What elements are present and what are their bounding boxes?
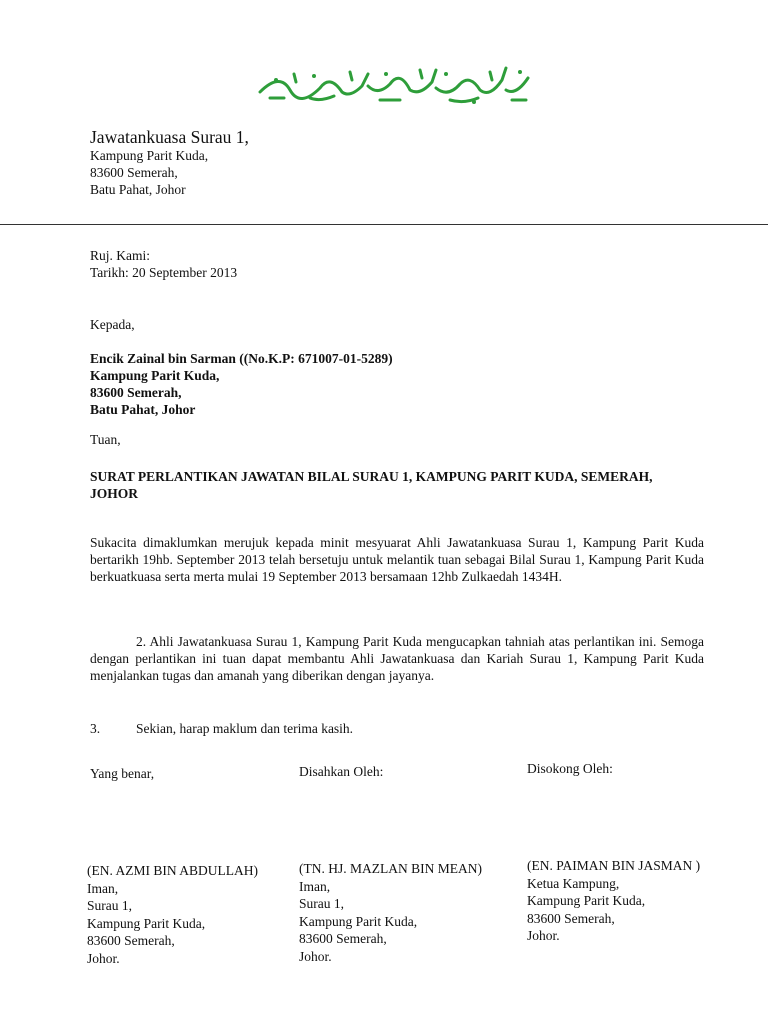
address-line: Kampung Parit Kuda, [90, 148, 209, 163]
signatory-name: (TN. HJ. MAZLAN BIN MEAN) [299, 861, 482, 876]
arabic-greeting-calligraphy [250, 62, 540, 106]
signature-block-1 [87, 862, 258, 967]
signatory-line: Kampung Parit Kuda, [527, 893, 646, 908]
recipient-block [90, 350, 393, 418]
signature-block-3 [527, 857, 700, 945]
signatory-line: Ketua Kampung, [527, 875, 620, 891]
signature-heading: Yang benar, [90, 766, 155, 781]
address-line: Batu Pahat, Johor [90, 182, 186, 197]
signature-heading: Disahkan Oleh: [299, 764, 384, 779]
paragraph-3 [90, 720, 353, 737]
signatory-line: Johor. [299, 948, 332, 964]
signatory-name: (EN. PAIMAN BIN JASMAN ) [527, 858, 701, 873]
address-line: 83600 Semerah, [90, 165, 178, 180]
signatory-line: Iman, [299, 878, 331, 894]
signatory-line: 83600 Semerah, [87, 933, 175, 948]
paragraph-1: Sukacita dimaklumkan merujuk kepada minit mesyuarat Ahli Jawatankuasa Surau 1, Kampung Parit Kuda bertarikh 19hb. September 2013 telah bersetuju untuk melantik tuan sebagai Bilal Surau 1, Kampung Parit Kuda berkuatkuasa serta merta mulai 19 September 2013 bersamaan 12hb Zulkaedah 1434H. [90, 535, 704, 584]
salutation: Tuan, [90, 432, 121, 447]
signatory-line: Johor. [87, 950, 120, 966]
signatory-line: Johor. [527, 928, 560, 943]
paragraph-3-text: Sekian, harap maklum dan terima kasih. [136, 721, 354, 736]
signature-block-2 [299, 860, 482, 965]
kepada-label: Kepada, [90, 317, 135, 332]
reference-block [90, 247, 237, 281]
signatory-line: 83600 Semerah, [299, 931, 387, 946]
sender-address [90, 147, 208, 198]
organization-name: Jawatankuasa Surau 1, [90, 127, 249, 147]
signatory-name: (EN. AZMI BIN ABDULLAH) [87, 863, 258, 878]
recipient-address-line: Batu Pahat, Johor [90, 402, 196, 417]
signatory-line: Iman, [87, 880, 119, 896]
recipient-address-line: 83600 Semerah, [90, 385, 182, 400]
header-divider [0, 224, 768, 225]
letter-subject: SURAT PERLANTIKAN JAWATAN BILAL SURAU 1, KAMPUNG PARIT KUDA, SEMERAH, JOHOR [90, 469, 653, 501]
recipient-address-line: Kampung Parit Kuda, [90, 368, 220, 383]
letter-date: Tarikh: 20 September 2013 [90, 265, 238, 280]
recipient-name: Encik Zainal bin Sarman ((No.K.P: 671007-01-5289) [90, 351, 393, 366]
paragraph-number: 3. [90, 721, 101, 736]
signatory-line: Surau 1, [87, 898, 132, 913]
reference-number: Ruj. Kami: [90, 248, 150, 263]
signatory-line: Surau 1, [299, 896, 344, 911]
paragraph-2: 2. Ahli Jawatankuasa Surau 1, Kampung Parit Kuda mengucapkan tahniah atas perlantikan ini. Semoga dengan perlantikan ini tuan dapat membantu Ahli Jawatankuasa dan Kariah Surau 1, Kampung Parit Kuda menjalankan tugas dan amanah yang diberikan dengan jayanya. [90, 634, 704, 683]
signature-heading: Disokong Oleh: [527, 761, 613, 776]
signatory-line: 83600 Semerah, [527, 910, 615, 926]
signatory-line: Kampung Parit Kuda, [87, 915, 206, 931]
signatory-line: Kampung Parit Kuda, [299, 913, 418, 929]
